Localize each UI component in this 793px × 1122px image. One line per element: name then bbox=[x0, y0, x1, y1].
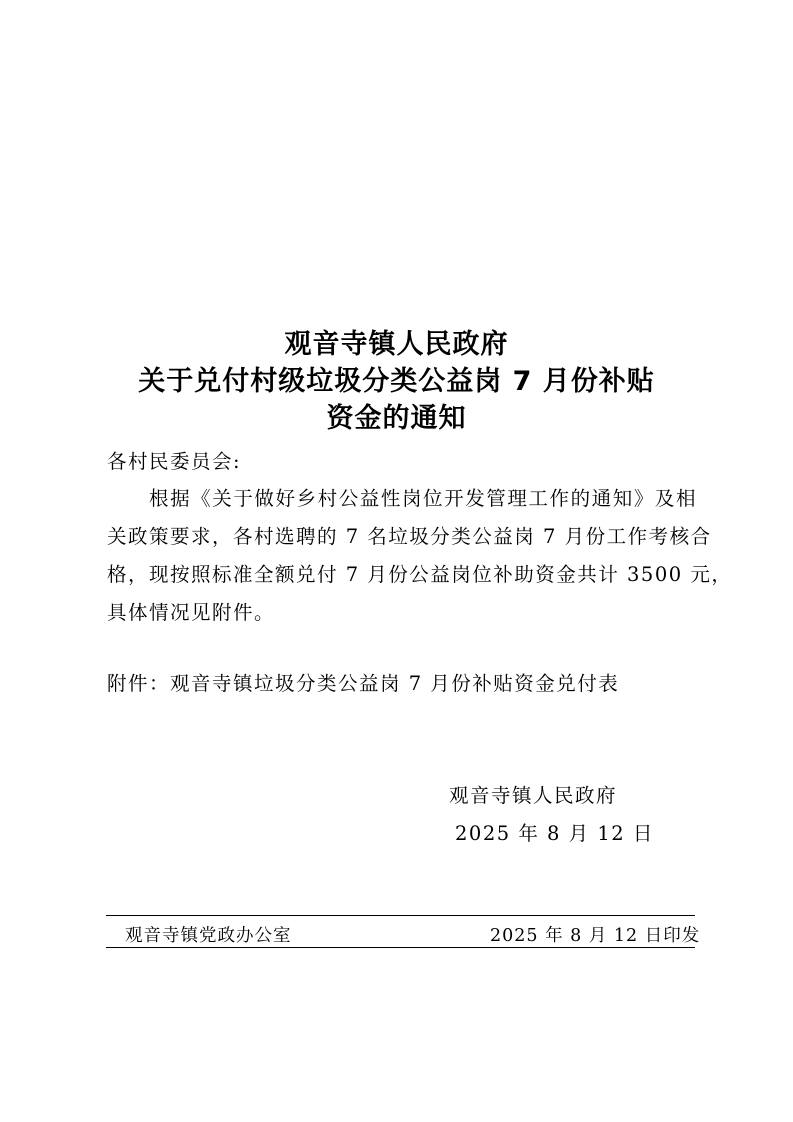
body-paragraph-line-2: 关政策要求，各村选聘的 7 名垃圾分类公益岗 7 月份工作考核合 bbox=[107, 525, 712, 548]
document-title-line-3: 资金的通知 bbox=[326, 403, 467, 434]
attachment-note: 附件：观音寺镇垃圾分类公益岗 7 月份补贴资金兑付表 bbox=[107, 672, 620, 695]
salutation: 各村民委员会: bbox=[107, 450, 242, 473]
signature-date: 2025 年 8 月 12 日 bbox=[455, 822, 654, 845]
body-paragraph-line-4: 具体情况见附件。 bbox=[107, 601, 276, 624]
document-title-line-1: 观音寺镇人民政府 bbox=[284, 329, 509, 360]
footer-top-rule bbox=[106, 915, 695, 916]
signature-organization: 观音寺镇人民政府 bbox=[449, 784, 618, 807]
footer-issuer: 观音寺镇党政办公室 bbox=[125, 926, 292, 946]
body-paragraph-line-1: 根据《关于做好乡村公益性岗位开发管理工作的通知》及相 bbox=[149, 487, 697, 510]
document-title-line-2: 关于兑付村级垃圾分类公益岗 7 月份补贴 bbox=[138, 366, 655, 397]
footer-bottom-rule bbox=[106, 947, 695, 948]
body-paragraph-line-3: 格，现按照标准全额兑付 7 月份公益岗位补助资金共计 3500 元， bbox=[107, 563, 733, 586]
footer-issue-date: 2025 年 8 月 12 日印发 bbox=[490, 926, 701, 946]
